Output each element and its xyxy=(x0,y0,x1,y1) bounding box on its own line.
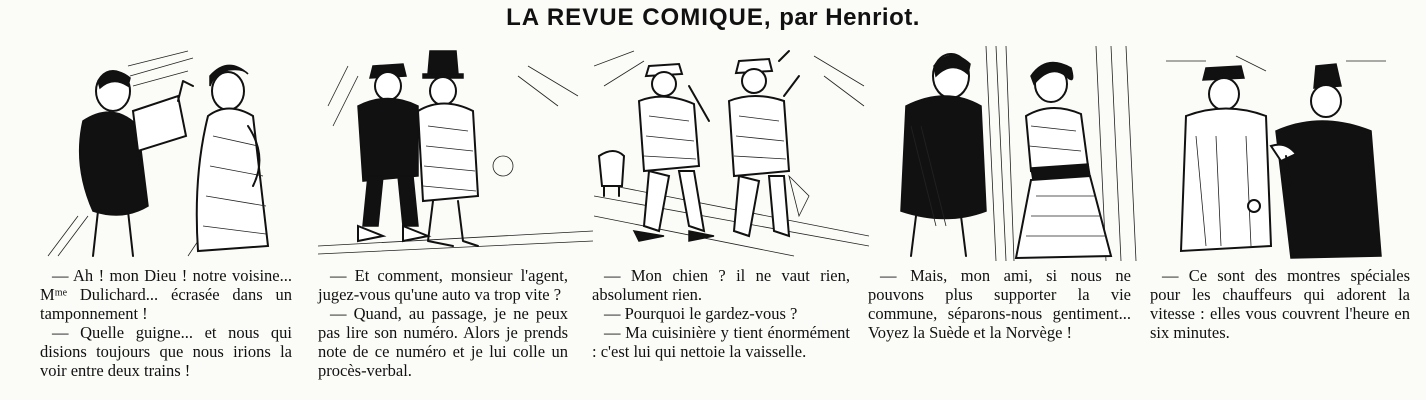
panel-5-caption xyxy=(1150,266,1410,342)
caption-line: — Quand, au passage, je ne peux pas lire son numéro. Alors je prends note de ce numéro et je lui colle un procès-verbal. xyxy=(318,304,568,380)
panel-2-caption xyxy=(318,266,568,380)
caption-line: — Ah ! mon Dieu ! notre voisine... Mᵐᵉ Dulichard... écrasée dans un tamponnement ! xyxy=(40,266,292,323)
title-byline: par Henriot. xyxy=(779,4,920,31)
panel-5-illustration xyxy=(1146,46,1421,261)
panel-4-caption xyxy=(868,266,1131,342)
caption-line: — Pourquoi le gardez-vous ? xyxy=(604,304,798,323)
panel-2-illustration xyxy=(318,46,593,261)
panel-3-illustration xyxy=(594,46,869,261)
caption-line: — Et comment, monsieur l'agent, jugez-vous qu'une auto va trop vite ? xyxy=(318,266,568,304)
panel-1-illustration xyxy=(38,46,313,261)
page-title xyxy=(0,4,1426,32)
caption-line: — Ce sont des montres spéciales pour les chauffeurs qui adorent la vitesse : elles vous couvrent l'heure en six minutes. xyxy=(1150,266,1410,342)
panel-1-caption xyxy=(40,266,292,380)
caption-line: — Ma cuisinière y tient énormément : c'est lui qui nettoie la vaisselle. xyxy=(592,323,850,361)
caption-line: — Quelle guigne... et nous qui disions toujours que nous irions la voir entre deux trains ! xyxy=(40,323,292,380)
panel-3-caption xyxy=(592,266,850,361)
caption-line: — Mais, mon ami, si nous ne pouvons plus supporter la vie commune, séparons-nous gentiment... Voyez la Suède et la Norvège ! xyxy=(868,266,1131,342)
title-main: LA REVUE COMIQUE, xyxy=(506,4,772,31)
panel-4-illustration xyxy=(866,46,1141,261)
caption-line: — Mon chien ? il ne vaut rien, absolument rien. xyxy=(592,266,850,304)
